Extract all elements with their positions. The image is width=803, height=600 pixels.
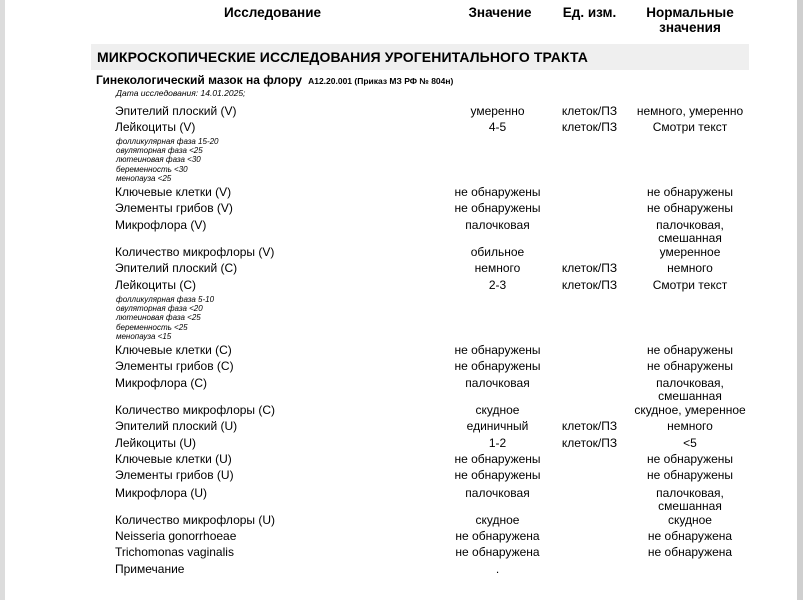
result-name: Ключевые клетки (U) [115, 452, 232, 466]
leukocytes-v-reference-note: фолликулярная фаза 15-20 овуляторная фаза <25 лютеиновая фаза <30 беременность <30 менопауза <25 [116, 137, 219, 183]
result-value: не обнаружены [454, 452, 541, 466]
result-name: Эпителий плоский (V) [115, 104, 237, 118]
result-name: Микрофлора (C) [115, 376, 208, 390]
result-norm: палочковая, смешанная [656, 218, 724, 245]
result-value: единичный [466, 419, 529, 433]
result-value: не обнаружена [455, 529, 540, 543]
result-norm: скудное [668, 513, 712, 527]
result-norm: не обнаружена [647, 545, 733, 559]
result-norm: не обнаружены [646, 185, 734, 199]
result-unit: клеток/ПЗ [561, 104, 618, 118]
test-title-text: Гинекологический мазок на флору [96, 73, 303, 87]
left-edge [0, 0, 5, 600]
result-value: . [495, 562, 500, 576]
result-norm: не обнаружены [646, 201, 734, 215]
result-norm: не обнаружены [646, 452, 734, 466]
result-name: Количество микрофлоры (V) [115, 245, 275, 259]
result-name: Элементы грибов (U) [115, 468, 234, 482]
result-name: Количество микрофлоры (U) [115, 513, 276, 527]
result-norm: Смотри текст [652, 278, 728, 292]
result-name: Лейкоциты (C) [115, 278, 196, 292]
result-norm: палочковая, смешанная [656, 376, 724, 403]
result-name: Лейкоциты (U) [115, 436, 196, 450]
result-norm: немного, умеренно [636, 104, 744, 118]
result-value: скудное [475, 513, 520, 527]
leukocytes-c-reference-note: фолликулярная фаза 5-10 овуляторная фаза <20 лютеиновая фаза <25 беременность <25 менопауза <15 [116, 295, 215, 341]
result-norm: умеренное [659, 245, 721, 259]
result-value: 2-3 [488, 278, 507, 292]
result-name: Ключевые клетки (C) [115, 343, 232, 357]
result-name: Эпителий плоский (C) [115, 261, 238, 275]
column-header-value: Значение [468, 5, 532, 20]
result-norm: скудное, умеренное [634, 403, 746, 417]
result-norm: не обнаружены [646, 343, 734, 357]
result-value: палочковая [465, 218, 530, 232]
result-name: Примечание [115, 562, 185, 576]
result-value: палочковая [465, 376, 530, 390]
result-name: Эпителий плоский (U) [115, 419, 238, 433]
result-value: не обнаружены [454, 343, 541, 357]
result-norm: немного [667, 419, 713, 433]
column-header-unit: Ед. изм. [562, 5, 617, 20]
result-name: Элементы грибов (V) [115, 201, 233, 215]
test-code: А12.20.001 (Приказ МЗ РФ № 804н) [308, 76, 454, 86]
right-edge [797, 0, 803, 600]
result-unit: клеток/ПЗ [561, 436, 618, 450]
result-value: обильное [470, 245, 525, 259]
result-value: палочковая [465, 486, 530, 500]
result-name: Ключевые клетки (V) [115, 185, 232, 199]
column-header-norm: Нормальные значения [646, 5, 734, 35]
result-norm: Смотри текст [652, 120, 728, 134]
result-name: Neisseria gonorrhoeae [115, 529, 237, 543]
result-value: 4-5 [488, 120, 507, 134]
result-norm: не обнаружены [646, 468, 734, 482]
result-value: не обнаружены [454, 468, 541, 482]
result-norm: не обнаружена [647, 529, 733, 543]
result-unit: клеток/ПЗ [561, 278, 618, 292]
result-value: немного [474, 261, 521, 275]
result-norm: палочковая, смешанная [656, 486, 724, 513]
result-unit: клеток/ПЗ [561, 120, 618, 134]
result-name: Trichomonas vaginalis [115, 545, 234, 559]
result-value: не обнаружена [455, 545, 540, 559]
test-date: Дата исследования: 14.01.2025; [116, 88, 246, 98]
result-value: скудное [475, 403, 520, 417]
result-value: не обнаружены [454, 201, 541, 215]
result-norm: не обнаружены [646, 359, 734, 373]
test-title [96, 73, 453, 87]
result-value: не обнаружены [454, 185, 541, 199]
result-value: умеренно [470, 104, 525, 118]
result-name: Элементы грибов (C) [115, 359, 234, 373]
result-name: Микрофлора (V) [115, 218, 207, 232]
result-name: Микрофлора (U) [115, 486, 208, 500]
result-norm: немного [667, 261, 713, 275]
column-header-name: Исследование [223, 5, 322, 20]
result-name: Лейкоциты (V) [115, 120, 196, 134]
result-unit: клеток/ПЗ [561, 261, 618, 275]
result-value: 1-2 [488, 436, 507, 450]
result-value: не обнаружены [454, 359, 541, 373]
result-unit: клеток/ПЗ [561, 419, 618, 433]
result-name: Количество микрофлоры (C) [115, 403, 276, 417]
section-title: МИКРОСКОПИЧЕСКИЕ ИССЛЕДОВАНИЯ УРОГЕНИТАЛЬНОГО ТРАКТА [91, 44, 749, 70]
result-norm: <5 [683, 436, 697, 450]
